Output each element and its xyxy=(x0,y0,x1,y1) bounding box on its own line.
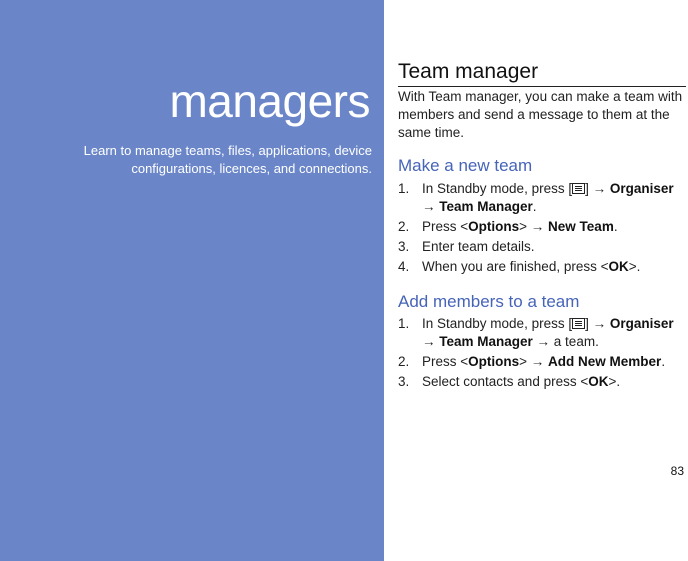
content-panel xyxy=(398,0,686,561)
step-number: 1. xyxy=(398,316,410,331)
add-members-steps xyxy=(398,315,688,393)
list-item xyxy=(398,218,688,236)
step-text: . xyxy=(532,199,537,214)
make-team-heading: Make a new team xyxy=(398,156,533,175)
chapter-title: managers xyxy=(169,75,370,127)
step-text: . xyxy=(661,354,666,369)
make-team-steps xyxy=(398,180,688,278)
step-number: 4. xyxy=(398,259,410,274)
add-members-heading: Add members to a team xyxy=(398,292,580,311)
step-text: → xyxy=(422,199,440,214)
step-text: Press < xyxy=(422,354,469,369)
menu-new-team: New Team xyxy=(548,219,614,234)
menu-key-icon xyxy=(572,318,585,329)
step-text: Press < xyxy=(422,219,469,234)
step-text: > → xyxy=(519,219,549,234)
menu-team-manager: Team Manager xyxy=(439,199,533,214)
menu-key-icon xyxy=(572,183,585,194)
page-number: 83 xyxy=(670,464,684,478)
section-intro: With Team manager, you can make a team with members and send a message to them at the same time. xyxy=(398,89,683,140)
step-text: >. xyxy=(608,374,621,389)
step-text: . xyxy=(613,219,618,234)
step-text: → xyxy=(422,334,440,349)
section-title: Team manager xyxy=(398,60,686,87)
menu-add-new-member: Add New Member xyxy=(548,354,662,369)
softkey-ok: OK xyxy=(588,374,609,389)
list-item xyxy=(398,373,688,391)
step-text: > → xyxy=(519,354,549,369)
step-text: Enter team details. xyxy=(422,239,535,254)
step-number: 3. xyxy=(398,239,410,254)
chapter-description: Learn to manage teams, files, applications, device configurations, licences, and connections. xyxy=(83,143,372,176)
step-number: 1. xyxy=(398,181,410,196)
step-text: ] → xyxy=(585,316,610,331)
list-item xyxy=(398,315,688,351)
menu-organiser: Organiser xyxy=(609,181,674,196)
step-text: ] → xyxy=(585,181,610,196)
step-text: → a team. xyxy=(532,334,599,349)
list-item xyxy=(398,353,688,371)
list-item xyxy=(398,180,688,216)
step-text: In Standby mode, press [ xyxy=(422,181,573,196)
step-number: 2. xyxy=(398,354,410,369)
step-number: 3. xyxy=(398,374,410,389)
softkey-ok: OK xyxy=(608,259,629,274)
step-number: 2. xyxy=(398,219,410,234)
step-text: Select contacts and press < xyxy=(422,374,589,389)
list-item xyxy=(398,258,688,276)
menu-organiser: Organiser xyxy=(609,316,674,331)
step-text: >. xyxy=(628,259,641,274)
list-item xyxy=(398,238,688,256)
step-text: When you are finished, press < xyxy=(422,259,609,274)
softkey-options: Options xyxy=(468,354,520,369)
softkey-options: Options xyxy=(468,219,520,234)
menu-team-manager: Team Manager xyxy=(439,334,533,349)
step-text: In Standby mode, press [ xyxy=(422,316,573,331)
